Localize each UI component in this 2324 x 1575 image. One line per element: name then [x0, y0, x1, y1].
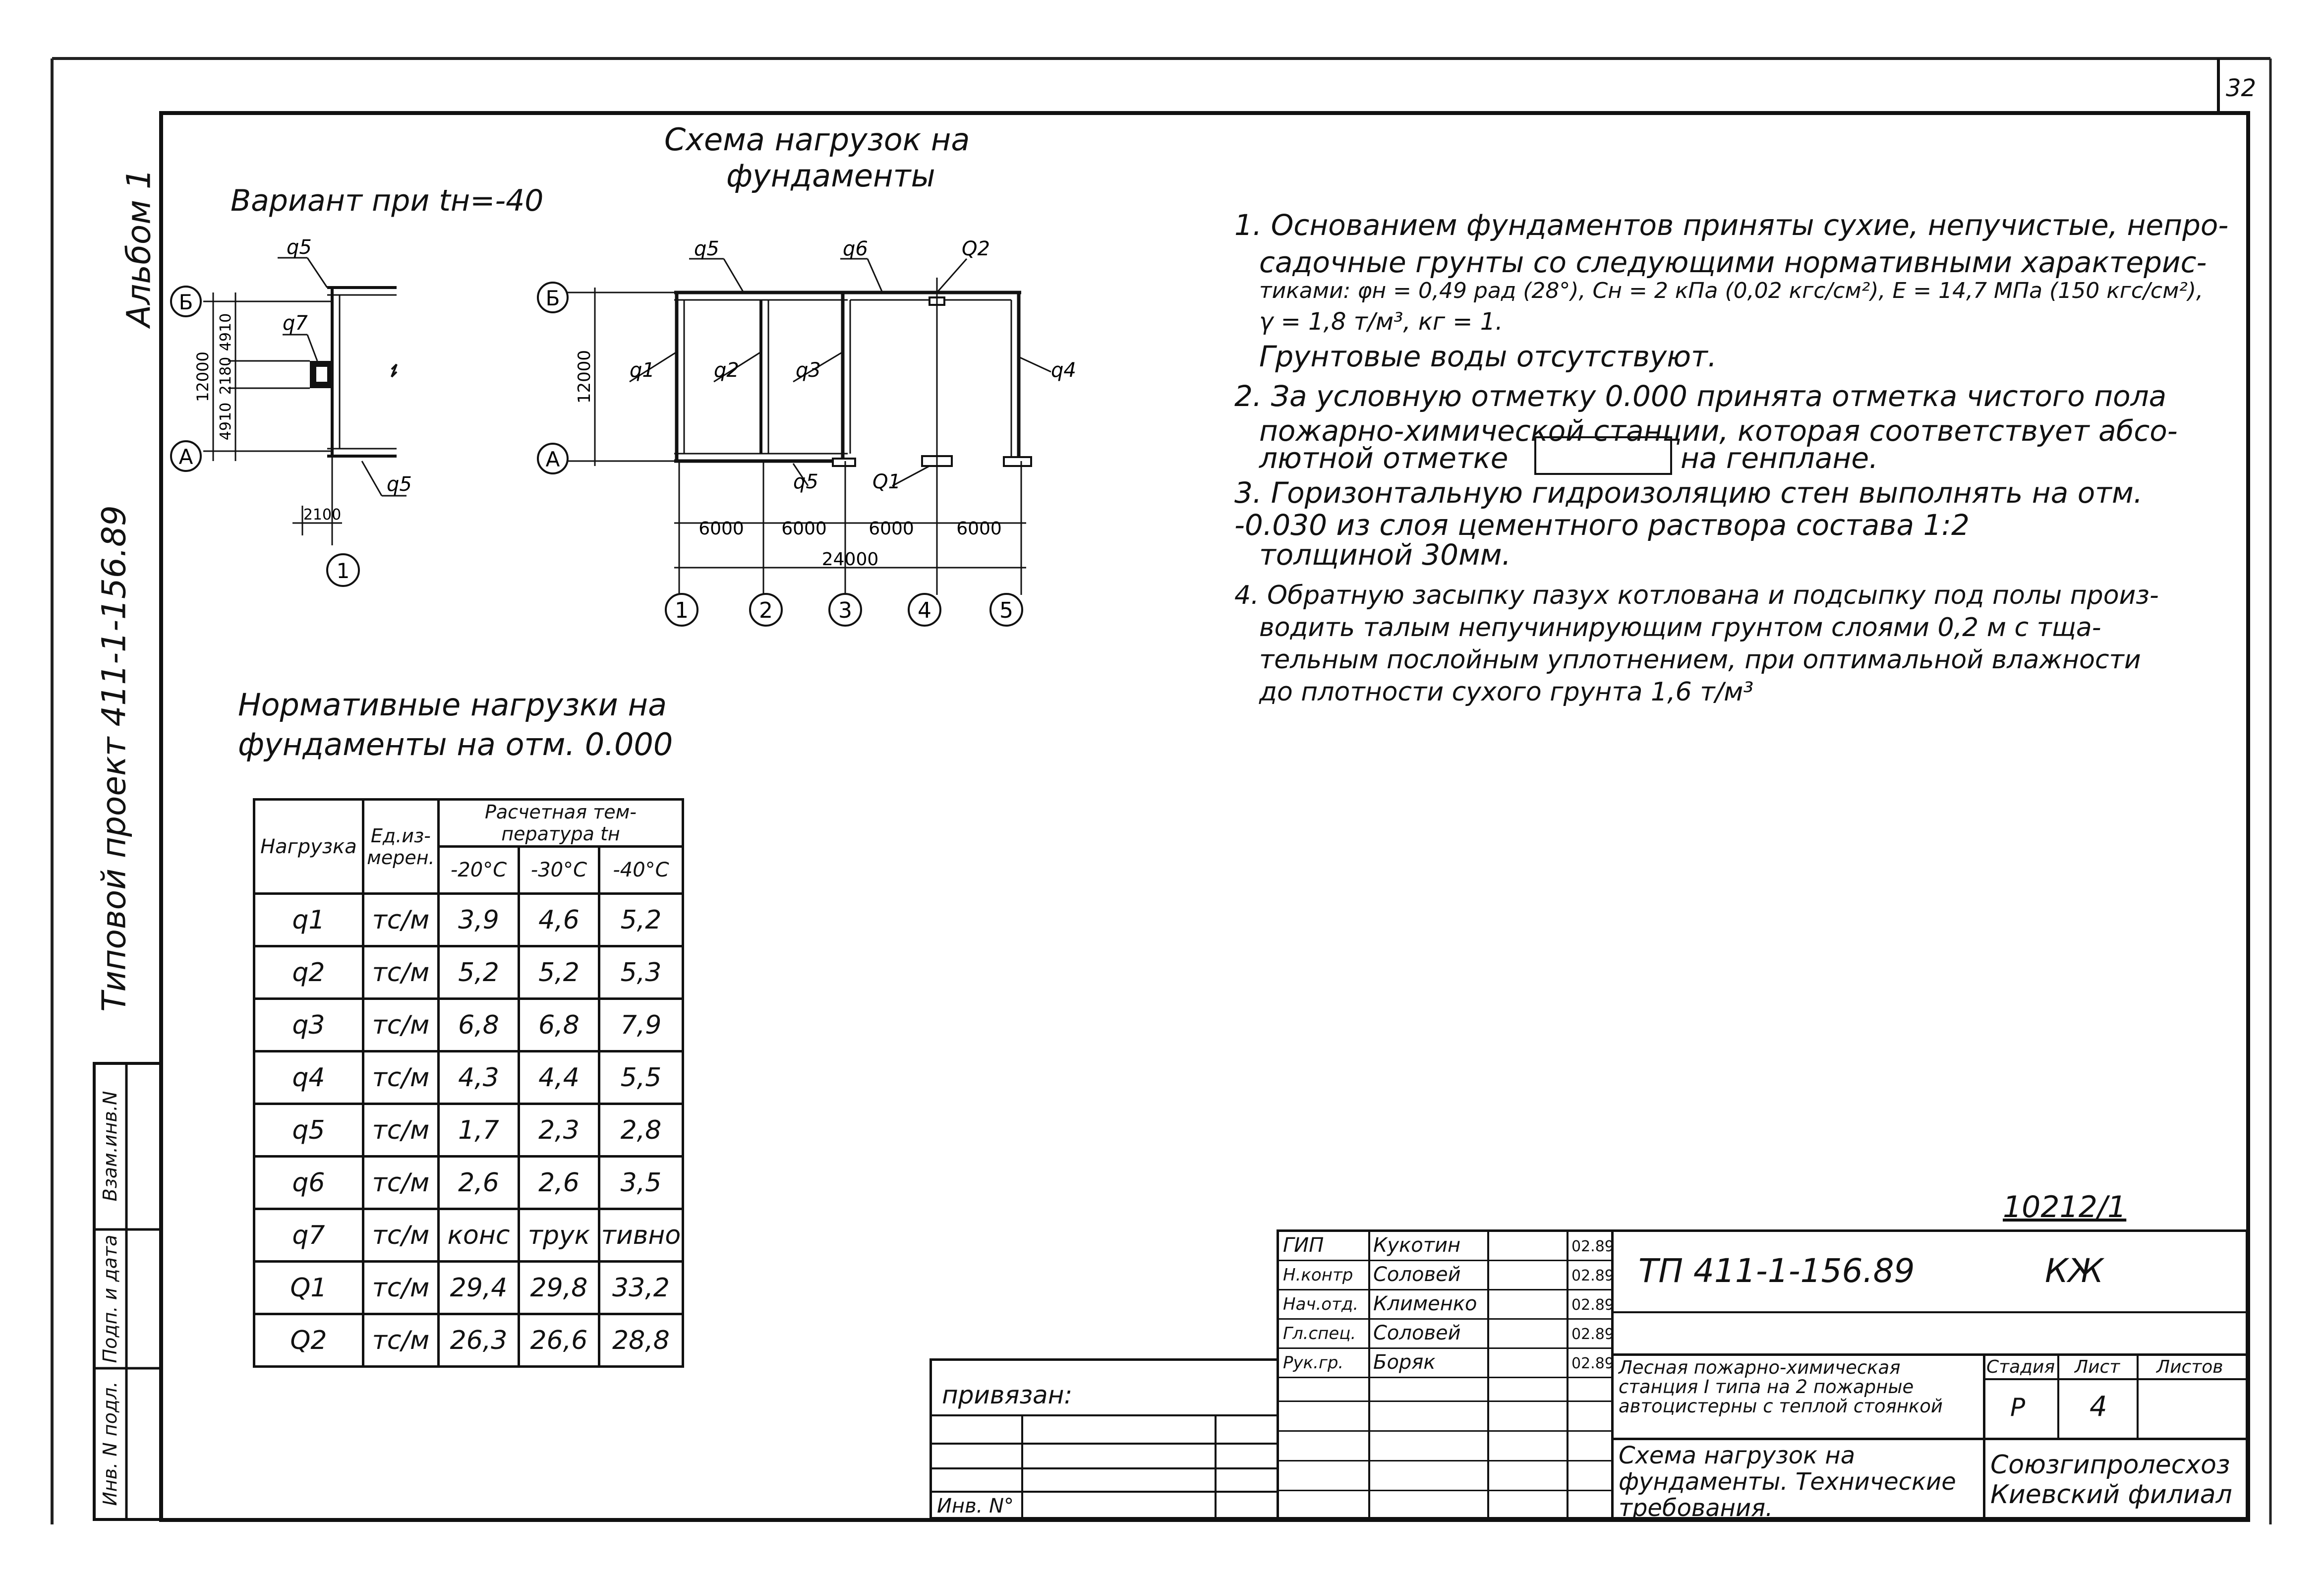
- signer-date: 02.89: [1571, 1326, 1614, 1343]
- variant-axis-b: Б: [178, 290, 193, 314]
- note-line: водить талым непучинирующим грунтом слоями 0,2 м с тща-: [1259, 613, 2101, 642]
- privyazan-label: привязан:: [942, 1381, 1073, 1409]
- signer-name: Соловей: [1373, 1263, 1461, 1286]
- cell-v2: трук: [519, 1209, 599, 1262]
- variant-q5-bot: q5: [387, 473, 412, 496]
- album-label: Альбом 1: [119, 168, 158, 328]
- sheets-header: Листов: [2156, 1357, 2223, 1377]
- table-row: [254, 1104, 683, 1157]
- note-line: на генплане.: [1681, 441, 1878, 475]
- cell-v2: 4,4: [519, 1051, 599, 1104]
- cell-v3: 5,3: [599, 946, 683, 999]
- scheme-axis-1: 1: [675, 598, 689, 623]
- signer-role: Гл.спец.: [1283, 1324, 1356, 1343]
- signer-row: [1279, 1232, 1614, 1261]
- note-line: до плотности сухого грунта 1,6 т/м³: [1259, 677, 1754, 707]
- table-row: [254, 1209, 683, 1262]
- note-line: 4. Обратную засыпку пазух котлована и подсыпку под полы произ-: [1234, 581, 2159, 610]
- cell-v3: 3,5: [599, 1157, 683, 1209]
- scheme-axis-b: Б: [545, 286, 560, 310]
- scheme-span-2: 6000: [781, 519, 827, 539]
- note-line: лютной отметке: [1259, 441, 1509, 475]
- signer-row: [1279, 1349, 1614, 1378]
- signer-name: Кукотин: [1373, 1234, 1461, 1257]
- cell-load: q7: [254, 1209, 363, 1262]
- table-row: [254, 999, 683, 1051]
- cell-unit: тс/м: [363, 1051, 438, 1104]
- cell-load: q1: [254, 894, 363, 946]
- cell-v3: 5,2: [599, 894, 683, 946]
- note-line: садочные грунты со следующими нормативными характерис-: [1259, 245, 2207, 279]
- signer-row: [1279, 1320, 1614, 1349]
- organization-line1: Союзгипролесхоз: [1990, 1450, 2230, 1480]
- signer-role: Н.контр: [1283, 1265, 1353, 1285]
- stage-value: Р: [2010, 1393, 2026, 1422]
- scheme-title-line1: Схема нагрузок на: [664, 121, 970, 158]
- signer-name: Боряк: [1373, 1351, 1436, 1374]
- cell-v1: конс: [439, 1209, 519, 1262]
- variant-q7: q7: [283, 312, 308, 335]
- scheme-dim-height: 12000: [575, 350, 594, 404]
- variant-axis-a: А: [178, 445, 193, 469]
- variant-dim-bot: 4910: [217, 402, 234, 441]
- header-load: Нагрузка: [254, 800, 363, 894]
- object-title: Лесная пожарно-химическая станция I типа на 2 пожарные автоцистерны с теплой стоянкой: [1619, 1357, 1943, 1417]
- document-mark: КЖ: [2045, 1252, 2103, 1290]
- header-temp-30: -30°С: [519, 847, 599, 894]
- cell-load: q3: [254, 999, 363, 1051]
- scheme-total: 24000: [821, 549, 879, 570]
- organization-line2: Киевский филиал: [1990, 1480, 2232, 1510]
- table-row: [254, 946, 683, 999]
- inv-box-label: Инв. N подл.: [99, 1381, 121, 1506]
- scheme-Q2: Q2: [962, 237, 990, 260]
- cell-v1: 1,7: [439, 1104, 519, 1157]
- table-row: [254, 894, 683, 946]
- note-line: 2. За условную отметку 0.000 принята отметка чистого пола: [1234, 379, 2167, 413]
- signer-name: Клименко: [1373, 1292, 1477, 1315]
- drawing-title: Схема нагрузок на фундаменты. Технические требования.: [1619, 1442, 1956, 1522]
- sign-date-box-label: Подп. и дата: [99, 1234, 121, 1363]
- variant-dim-mid: 2180: [217, 356, 234, 395]
- cell-v2: 29,8: [519, 1262, 599, 1314]
- header-unit: Ед.из-мерен.: [363, 800, 438, 894]
- sheet-ref: 10212/1: [2003, 1190, 2127, 1225]
- cell-unit: тс/м: [363, 1157, 438, 1209]
- attachment-block: [930, 1358, 1279, 1519]
- scheme-q2: q2: [714, 359, 739, 382]
- signers-block: [1277, 1229, 1614, 1519]
- cell-v3: 33,2: [599, 1262, 683, 1314]
- signer-role: ГИП: [1283, 1234, 1324, 1257]
- cell-v1: 29,4: [439, 1262, 519, 1314]
- replace-inv-box-label: Взам.инв.N: [99, 1091, 121, 1202]
- scheme-title-line2: фундаменты: [726, 158, 935, 194]
- scheme-axis-3: 3: [838, 598, 852, 623]
- cell-load: q4: [254, 1051, 363, 1104]
- cell-v2: 5,2: [519, 946, 599, 999]
- variant-dim-top: 4910: [217, 313, 234, 351]
- cell-unit: тс/м: [363, 999, 438, 1051]
- note-line: 1. Основанием фундаментов приняты сухие, непучистые, непро-: [1234, 208, 2229, 242]
- title-block-main: [1611, 1229, 2248, 1522]
- cell-v1: 6,8: [439, 999, 519, 1051]
- scheme-q5-bot: q5: [793, 470, 818, 493]
- scheme-axis-a: А: [545, 447, 560, 471]
- cell-v2: 26,6: [519, 1314, 599, 1367]
- project-label: Типовой проект 411-1-156.89: [95, 505, 133, 1012]
- variant-title: Вариант при tн=-40: [231, 183, 544, 218]
- note-line: тиками: φн = 0,49 рад (28°), Сн = 2 кПа (0,02 кгс/см²), Е = 14,7 МПа (150 кгс/см²),: [1259, 278, 2204, 303]
- page-number: 32: [2226, 74, 2257, 102]
- scheme-span-3: 6000: [869, 519, 914, 539]
- cell-v2: 2,3: [519, 1104, 599, 1157]
- sheet-value: 4: [2090, 1391, 2107, 1423]
- absolute-mark-box: [1534, 436, 1672, 475]
- signer-date: 02.89: [1571, 1355, 1614, 1372]
- cell-v1: 2,6: [439, 1157, 519, 1209]
- variant-dim-total: 12000: [193, 351, 212, 402]
- cell-unit: тс/м: [363, 894, 438, 946]
- header-temp-40: -40°С: [599, 847, 683, 894]
- sheet-header: Лист: [2075, 1357, 2120, 1377]
- note-line: пожарно-химической станции, которая соответствует абсо-: [1259, 414, 2178, 448]
- inv-no-label: Инв. N°: [937, 1495, 1014, 1517]
- scheme-axis-2: 2: [759, 598, 773, 623]
- note-line: тельным послойным уплотнением, при оптимальной влажности: [1259, 645, 2141, 675]
- loads-table: [253, 798, 684, 1368]
- cell-unit: тс/м: [363, 1262, 438, 1314]
- signer-date: 02.89: [1571, 1296, 1614, 1314]
- scheme-drawing: [525, 228, 1096, 635]
- stage-header: Стадия: [1986, 1357, 2055, 1377]
- cell-load: Q2: [254, 1314, 363, 1367]
- cell-v3: тивно: [599, 1209, 683, 1262]
- note-line: 3. Горизонтальную гидроизоляцию стен выполнять на отм.: [1234, 476, 2143, 510]
- scheme-span-1: 6000: [698, 519, 744, 539]
- signer-row: [1279, 1261, 1614, 1290]
- loads-title-line1: Нормативные нагрузки на: [238, 687, 667, 723]
- cell-v2: 2,6: [519, 1157, 599, 1209]
- header-temp: [439, 800, 683, 847]
- cell-v3: 7,9: [599, 999, 683, 1051]
- scheme-q6: q6: [843, 237, 868, 260]
- cell-v2: 6,8: [519, 999, 599, 1051]
- note-line: γ = 1,8 т/м³, кг = 1.: [1259, 308, 1503, 336]
- scheme-q1: q1: [630, 359, 655, 382]
- cell-unit: тс/м: [363, 1104, 438, 1157]
- variant-dim-x: 2100: [303, 506, 342, 524]
- table-row: [254, 1262, 683, 1314]
- header-temp-20: -20°С: [439, 847, 519, 894]
- variant-q5-top: q5: [287, 236, 312, 259]
- table-row: [254, 1051, 683, 1104]
- cell-load: q2: [254, 946, 363, 999]
- document-code: ТП 411-1-156.89: [1638, 1252, 1915, 1290]
- signer-name: Соловей: [1373, 1322, 1461, 1344]
- note-line: толщиной 30мм.: [1259, 538, 1511, 572]
- signer-row: [1279, 1290, 1614, 1320]
- cell-v1: 4,3: [439, 1051, 519, 1104]
- scheme-Q1: Q1: [872, 470, 901, 493]
- scheme-axis-5: 5: [999, 598, 1013, 623]
- note-line: -0.030 из слоя цементного раствора состава 1:2: [1234, 508, 1970, 542]
- loads-title-line2: фундаменты на отм. 0.000: [238, 726, 673, 762]
- signer-date: 02.89: [1571, 1267, 1614, 1284]
- cell-unit: тс/м: [363, 1209, 438, 1262]
- cell-load: Q1: [254, 1262, 363, 1314]
- variant-axis-1: 1: [336, 559, 350, 583]
- cell-unit: тс/м: [363, 946, 438, 999]
- cell-unit: тс/м: [363, 1314, 438, 1367]
- scheme-axis-4: 4: [918, 598, 931, 623]
- signer-date: 02.89: [1571, 1238, 1614, 1255]
- cell-v1: 5,2: [439, 946, 519, 999]
- cell-v3: 28,8: [599, 1314, 683, 1367]
- variant-drawing: [159, 228, 466, 610]
- cell-v2: 4,6: [519, 894, 599, 946]
- cell-load: q6: [254, 1157, 363, 1209]
- cell-load: q5: [254, 1104, 363, 1157]
- signer-role: Нач.отд.: [1283, 1294, 1359, 1314]
- header-temp-line2: пература tн: [501, 823, 620, 845]
- table-row: [254, 1157, 683, 1209]
- scheme-span-4: 6000: [956, 519, 1002, 539]
- cell-v3: 2,8: [599, 1104, 683, 1157]
- note-line: Грунтовые воды отсутствуют.: [1259, 340, 1717, 373]
- scheme-q5-top: q5: [694, 237, 719, 260]
- cell-v1: 3,9: [439, 894, 519, 946]
- cell-v1: 26,3: [439, 1314, 519, 1367]
- header-temp-line1: Расчетная тем-: [484, 801, 637, 823]
- table-row: [254, 1314, 683, 1367]
- signer-role: Рук.гр.: [1283, 1353, 1344, 1373]
- cell-v3: 5,5: [599, 1051, 683, 1104]
- scheme-q3: q3: [796, 359, 821, 382]
- scheme-q4: q4: [1051, 359, 1076, 382]
